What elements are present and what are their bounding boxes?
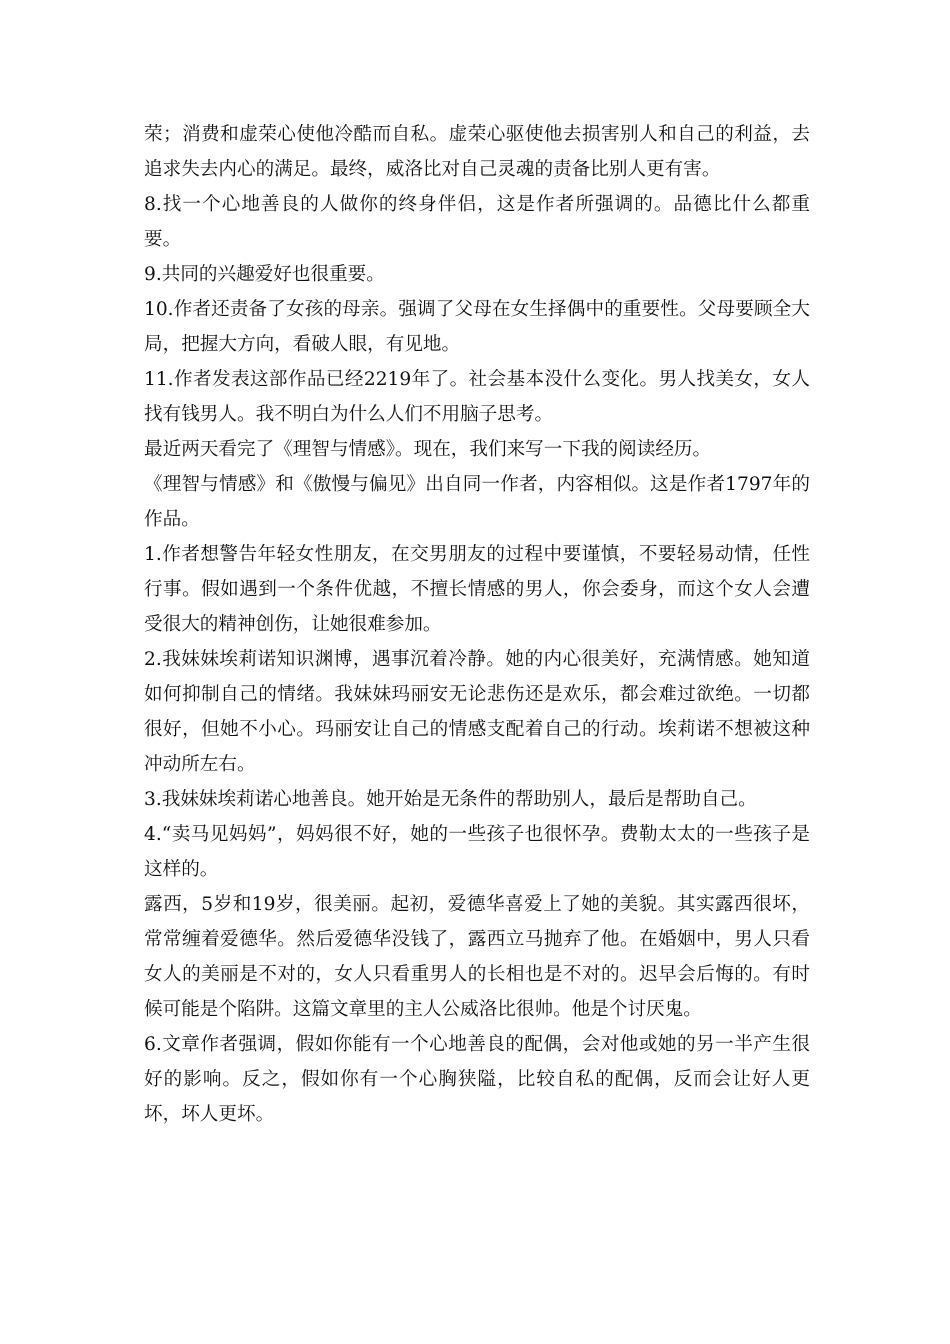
paragraph: 6.文章作者强调，假如你能有一个心地善良的配偶，会对他或她的另一半产生很好的影响。反之，假如你有一个心胸狭隘，比较自私的配偶，反而会让好人更坏，坏人更坏。 bbox=[144, 1034, 810, 1125]
paragraph: 3.我妹妹埃莉诺心地善良。她开始是无条件的帮助别人，最后是帮助自己。 bbox=[144, 789, 757, 810]
paragraph: 4.“卖马见妈妈”，妈妈很不好，她的一些孩子也很怀孕。费勒太太的一些孩子是这样的。 bbox=[144, 824, 810, 880]
paragraph: 露西，5岁和19岁，很美丽。起初，爱德华喜爱上了她的美貌。其实露西很坏，常常缠着爱德华。然后爱德华没钱了，露西立马抛弃了他。在婚姻中，男人只看女人的美丽是不对的，女人只看重男人的长相也是不对的。迟早会后悔的。有时候可能是个陷阱。这篇文章里的主人公威洛比很帅。他是个讨厌鬼。 bbox=[144, 894, 810, 1020]
paragraph: 最近两天看完了《理智与情感》。现在，我们来写一下我的阅读经历。 bbox=[144, 439, 712, 460]
paragraph: 《理智与情感》和《傲慢与偏见》出自同一作者，内容相似。这是作者1797年的作品。 bbox=[144, 474, 810, 530]
paragraph: 1.作者想警告年轻女性朋友，在交男朋友的过程中要谨慎，不要轻易动情，任性行事。假如遇到一个条件优越，不擅长情感的男人，你会委身，而这个女人会遭受很大的精神创伤，让她很难参加。 bbox=[144, 544, 810, 635]
paragraph: 9.共同的兴趣爱好也很重要。 bbox=[144, 264, 385, 285]
paragraph: 10.作者还责备了女孩的母亲。强调了父母在女生择偶中的重要性。父母要顾全大局，把握大方向，看破人眼，有见地。 bbox=[144, 299, 810, 355]
paragraph: 8.找一个心地善良的人做你的终身伴侣，这是作者所强调的。品德比什么都重要。 bbox=[144, 194, 810, 250]
paragraph: 11.作者发表这部作品已经2219年了。社会基本没什么变化。男人找美女，女人找有钱男人。我不明白为什么人们不用脑子思考。 bbox=[144, 369, 810, 425]
document-body bbox=[144, 117, 810, 1132]
paragraph: 2.我妹妹埃莉诺知识渊博，遇事沉着冷静。她的内心很美好，充满情感。她知道如何抑制自己的情绪。我妹妹玛丽安无论悲伤还是欢乐，都会难过欲绝。一切都很好，但她不小心。玛丽安让自己的情感支配着自己的行动。埃莉诺不想被这种冲动所左右。 bbox=[144, 649, 810, 775]
paragraph: 荣；消费和虚荣心使他冷酷而自私。虚荣心驱使他去损害别人和自己的利益，去追求失去内心的满足。最终，威洛比对自己灵魂的责备比别人更有害。 bbox=[144, 124, 810, 180]
